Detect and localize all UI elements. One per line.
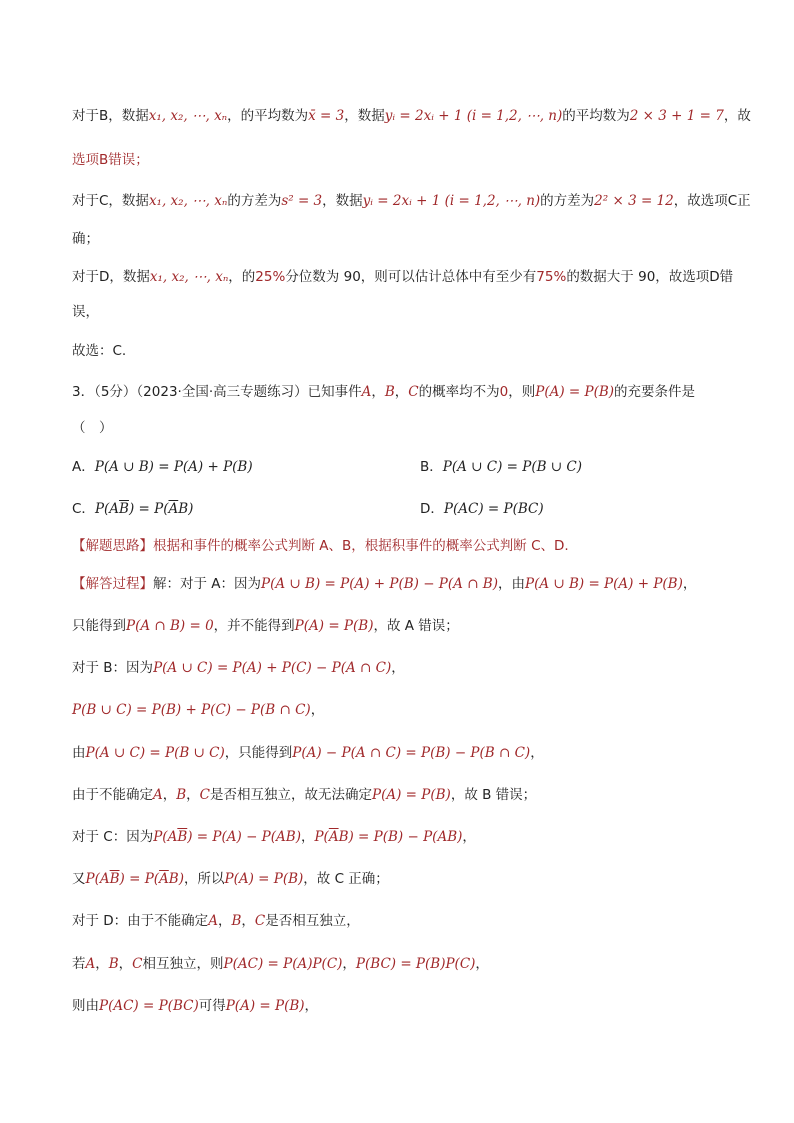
option-b: B．P(A ∪ C) = P(B ∪ C) <box>420 459 583 475</box>
math: x₁, x₂, ⋯, xₙ <box>148 108 228 124</box>
text-line: 确； <box>72 231 99 247</box>
options-row <box>72 457 583 477</box>
solution-line: 对于 B：因为P(A ∪ C) = P(A) + P(C) − P(A ∩ C)， <box>72 660 405 676</box>
solution-line: 对于 D：由于不能确定A，B，C是否相互独立， <box>72 913 360 929</box>
solution-line: 若A，B，C相互独立，则P(AC) = P(A)P(C)，P(BC) = P(B)P(C)， <box>72 956 489 972</box>
solution-line: P(B ∪ C) = P(B) + P(C) − P(B ∩ C)， <box>72 702 325 718</box>
solution-line: 由P(A ∪ C) = P(B ∪ C)，只能得到P(A) − P(A ∩ C) = P(B) − P(B ∩ C)， <box>72 745 544 761</box>
math: x₁, x₂, ⋯, xₙ <box>148 193 228 209</box>
answer-blank: （ ） <box>72 420 113 436</box>
text-line: 对于C，数据x₁, x₂, ⋯, xₙ的方差为s² = 3，数据yᵢ = 2xᵢ + 1 (i = 1,2, ⋯, n)的方差为2² × 3 = 12，故选项C正 <box>72 193 751 209</box>
math: x̄ = 3 <box>308 108 345 124</box>
math: x₁, x₂, ⋯, xₙ <box>149 269 229 285</box>
solution-idea: 【解题思路】根据和事件的概率公式判断 A、B，根据积事件的概率公式判断 C、D. <box>72 538 569 554</box>
math: s² = 3 <box>281 193 323 209</box>
text-line: 故选：C. <box>72 343 127 359</box>
question-stem: 3．（5分）（2023·全国·高三专题练习）已知事件A，B，C的概率均不为0，则P(A) = P(B)的充要条件是 <box>72 384 696 400</box>
solution-line: 又$P(A\overline{B}) = P(\overline{A}B)$，所以P(A) = P(B)，故 C 正确； <box>72 871 389 887</box>
solution-line: 对于 C：因为$P(A\overline{B}) = P(A) - P(AB)$，$P(\overline{A}B) = P(B) - P(AB)$， <box>72 829 476 845</box>
option-d: D．P(AC) = P(BC) <box>420 501 544 517</box>
solution-line: 则由P(AC) = P(BC)可得P(A) = P(B)， <box>72 998 319 1014</box>
text-line: 对于D，数据x₁, x₂, ⋯, xₙ，的25%分位数为 90，则可以估计总体中有至少有75%的数据大于 90，故选项D错 <box>72 269 734 285</box>
text-line: 误， <box>72 304 99 320</box>
solution-line: 【解答过程】解：对于 A：因为P(A ∪ B) = P(A) + P(B) − P(A ∩ B)，由P(A ∪ B) = P(A) + P(B)， <box>72 576 697 592</box>
text-line: 对于B，数据x₁, x₂, ⋯, xₙ，的平均数为x̄ = 3，数据yᵢ = 2xᵢ + 1 (i = 1,2, ⋯, n)的平均数为2 × 3 + 1 = 7，故 <box>72 108 751 124</box>
solution-line: 只能得到P(A ∩ B) = 0，并不能得到P(A) = P(B)，故 A 错误； <box>72 618 459 634</box>
math: yᵢ = 2xᵢ + 1 (i = 1,2, ⋯, n) <box>362 193 541 209</box>
options-row <box>72 499 544 519</box>
math: yᵢ = 2xᵢ + 1 (i = 1,2, ⋯, n) <box>384 108 563 124</box>
option-a: A．P(A ∪ B) = P(A) + P(B) <box>72 459 253 475</box>
solution-line: 由于不能确定A，B，C是否相互独立，故无法确定P(A) = P(B)，故 B 错误； <box>72 787 537 803</box>
text-line: 选项B错误； <box>72 152 149 168</box>
math: 2² × 3 = 12 <box>594 193 674 209</box>
option-c: C．$P(A\overline{B}) = P(\overline{A}B)$ <box>72 501 194 517</box>
math: 2 × 3 + 1 = 7 <box>629 108 724 124</box>
